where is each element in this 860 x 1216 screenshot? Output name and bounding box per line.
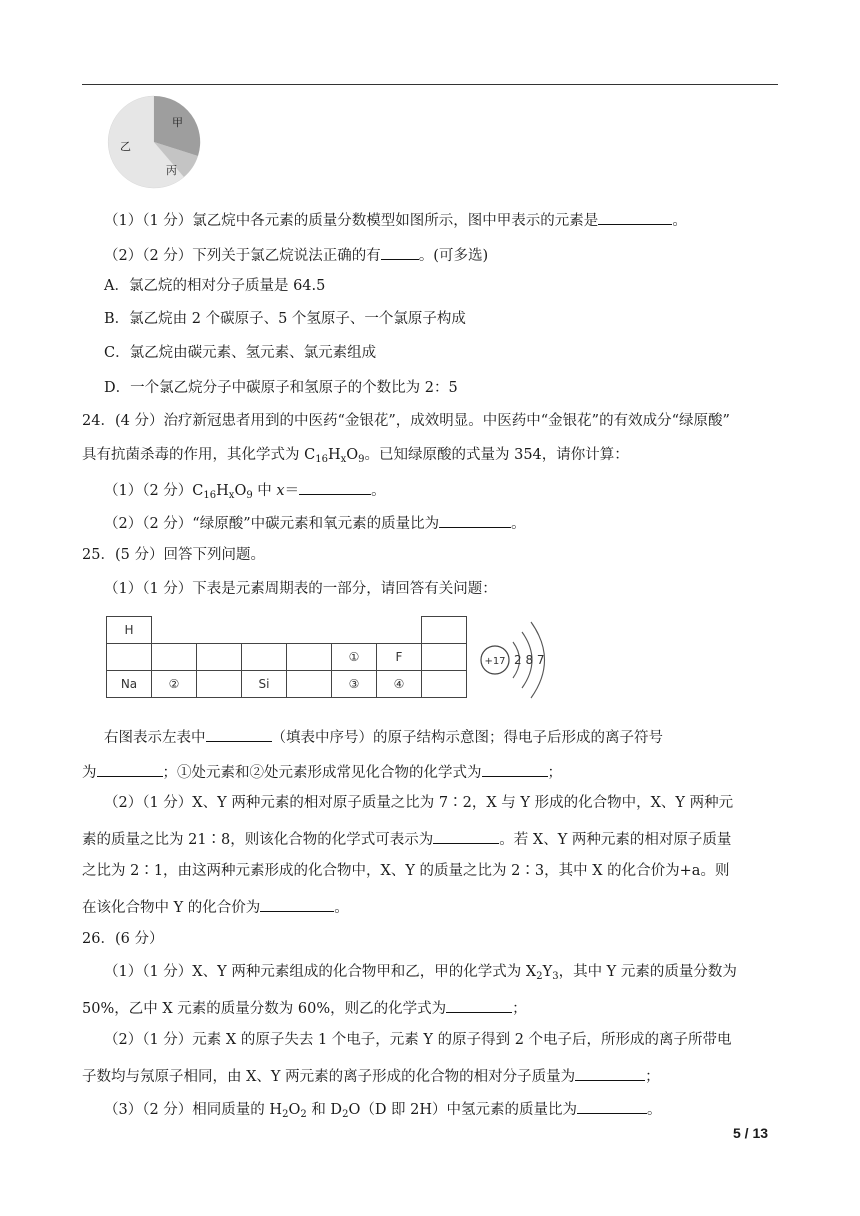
q26-part3: （3）（2 分）相同质量的 $H_2O_2$ 和 $D_2O(D$ 即 2H）中氢元素的质量比为 。 <box>104 1097 662 1120</box>
q25-part2-line1: （2）（1 分）X、Y 两种元素的相对原子质量之比为 7∶2，X 与 Y 形成的化合物中，X、Y 两种元 <box>104 795 734 811</box>
answer-blank[interactable] <box>206 725 272 742</box>
answer-blank[interactable] <box>97 760 163 777</box>
answer-blank[interactable] <box>577 1097 647 1114</box>
answer-blank[interactable] <box>575 1064 645 1081</box>
element-mass-fraction-pie <box>106 94 202 190</box>
pt-cell: ② <box>152 671 197 698</box>
pt-cell <box>107 644 152 671</box>
answer-blank[interactable] <box>299 478 371 495</box>
q25-part2-line3: 之比为 2∶1，由这两种元素形成的化合物中，X、Y 的质量之比为 2∶3，其中 X 的化合价为+a。则 <box>82 863 730 879</box>
pt-cell <box>287 671 332 698</box>
pt-cell <box>197 671 242 698</box>
q23-part2: （2）（2 分）下列关于氯乙烷说法正确的有 。(可多选) <box>104 243 488 266</box>
q23-part1: （1）（1 分）氯乙烷中各元素的质量分数模型如图所示，图中甲表示的元素是 。 <box>104 208 687 231</box>
q25-text-line1: 右图表示左表中 （填表中序号）的原子结构示意图；得电子后形成的离子符号 <box>104 725 663 748</box>
q25-part2-line4: 在该化合物中 Y 的化合价为 。 <box>82 895 349 918</box>
answer-blank[interactable] <box>598 208 672 225</box>
atomic-structure-diagram <box>478 612 570 708</box>
q25-part1: （1）（1 分）下表是元素周期表的一部分，请回答有关问题： <box>104 581 497 597</box>
answer-blank[interactable] <box>433 827 499 844</box>
q23-option-a: A．氯乙烷的相对分子质量是 64.5 <box>104 278 326 294</box>
pt-cell <box>422 644 467 671</box>
answer-blank[interactable] <box>446 996 512 1013</box>
answer-blank[interactable] <box>439 511 511 528</box>
q26-part2-line2: 子数均与氖原子相同，由 X、Y 两元素的离子形成的化合物的相对分子质量为 ； <box>82 1064 660 1087</box>
q26-part1-line2: 50%，乙中 X 元素的质量分数为 60%，则乙的化学式为 ； <box>82 996 527 1019</box>
pt-cell <box>242 644 287 671</box>
answer-blank[interactable] <box>260 895 334 912</box>
pt-cell <box>422 617 467 644</box>
q24-part1: （1）（2 分）$C_{16}H_xO_9$ 中 x＝ 。 <box>104 478 386 501</box>
q26-part1-line1: （1）（1 分）X、Y 两种元素组成的化合物甲和乙，甲的化学式为 $X_2Y_3$，其中 Y 元素的质量分数为 <box>104 964 737 982</box>
pt-cell: F <box>377 644 422 671</box>
pt-cell: H <box>107 617 152 644</box>
pt-cell: ④ <box>377 671 422 698</box>
pt-cell: Na <box>107 671 152 698</box>
q24-stem-line1: 24．(4 分）治疗新冠患者用到的中医药“金银花”，成效明显。中医药中“金银花”的有效成分“绿原酸” <box>82 413 730 429</box>
pt-cell <box>287 644 332 671</box>
nucleus-charge: +17 <box>484 656 506 667</box>
q24-stem-line2: 具有抗菌杀毒的作用，其化学式为 $C_{16}H_xO_9$。已知绿原酸的式量为 354，请你计算： <box>82 447 629 465</box>
q26-title: 26．(6 分） <box>82 931 164 947</box>
q23-option-d: D．一个氯乙烷分子中碳原子和氢原子的个数比为 2：5 <box>104 380 458 396</box>
pt-cell: ① <box>332 644 377 671</box>
q23-option-b: B．氯乙烷由 2 个碳原子、5 个氢原子、一个氯原子构成 <box>104 311 466 327</box>
header-rule <box>82 84 778 85</box>
q25-part2-line2: 素的质量之比为 21∶8，则该化合物的化学式可表示为 。若 X、Y 两种元素的相对原子质量 <box>82 827 731 850</box>
answer-blank[interactable] <box>482 760 548 777</box>
electron-counts: 2 8 7 <box>514 653 545 667</box>
q24-part2: （2）（2 分）“绿原酸”中碳元素和氧元素的质量比为 。 <box>104 511 526 534</box>
pie-label-yi: 乙 <box>120 140 131 153</box>
q25-text-line2: 为 ；①处元素和②处元素形成常见化合物的化学式为 ； <box>82 760 562 783</box>
pt-cell <box>197 644 242 671</box>
pie-label-jia: 甲 <box>172 116 183 129</box>
pie-label-bing: 丙 <box>166 164 177 177</box>
pt-cell <box>422 671 467 698</box>
pt-cell <box>152 644 197 671</box>
q26-part2-line1: （2）（1 分）元素 X 的原子失去 1 个电子，元素 Y 的原子得到 2 个电子后，所形成的离子所带电 <box>104 1032 732 1048</box>
page-number: 5 / 13 <box>733 1125 769 1141</box>
pt-cell: Si <box>242 671 287 698</box>
q23-option-c: C．氯乙烷由碳元素、氢元素、氯元素组成 <box>104 345 377 361</box>
answer-blank[interactable] <box>381 243 419 260</box>
pt-cell: ③ <box>332 671 377 698</box>
q25-title: 25．(5 分）回答下列问题。 <box>82 547 265 563</box>
